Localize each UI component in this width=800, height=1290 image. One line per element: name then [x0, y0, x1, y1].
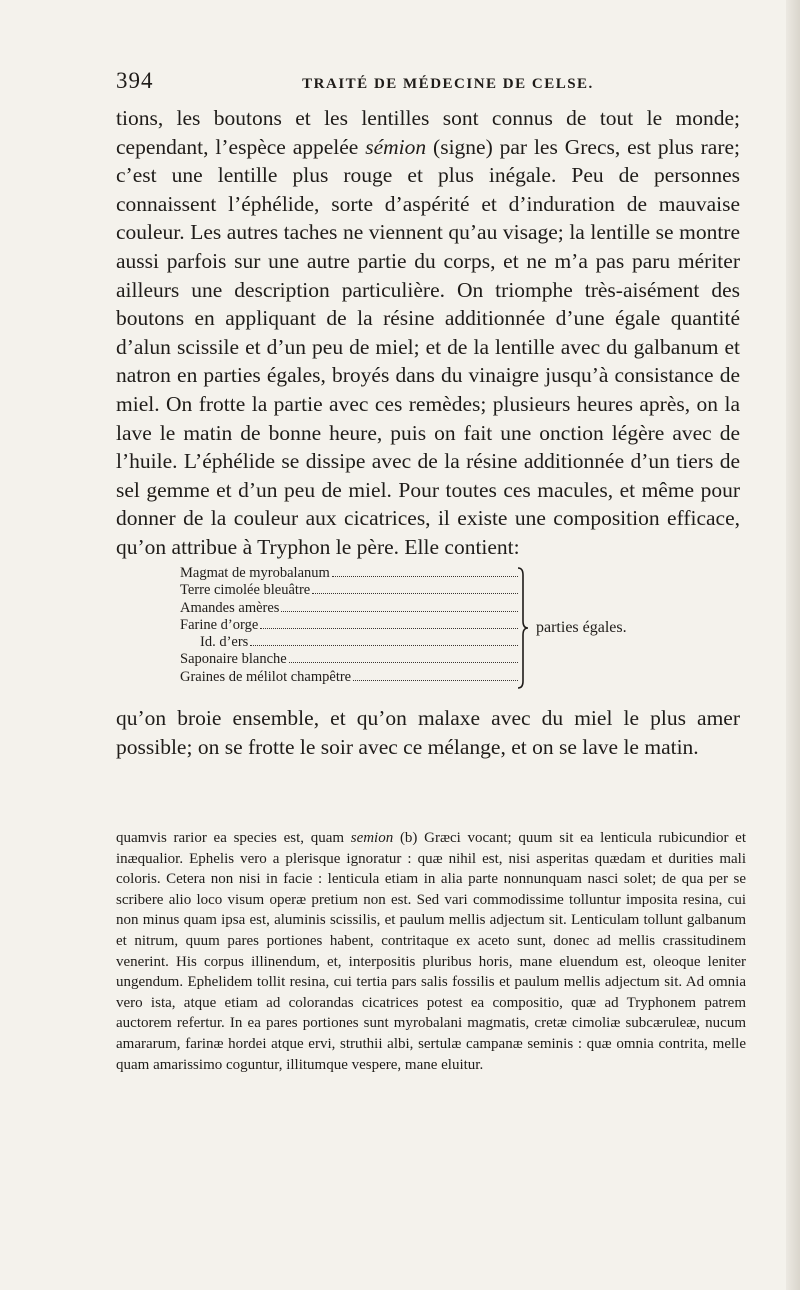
ingredient-name: Magmat de myrobalanum	[180, 565, 330, 581]
ingredient-row	[180, 651, 518, 668]
latin-text-start: quamvis rarior ea species est, quam	[116, 830, 351, 846]
ingredient-name: Terre cimolée bleuâtre	[180, 582, 311, 599]
page-edge	[786, 0, 800, 1290]
ingredient-name: Graines de mélilot champêtre	[180, 668, 352, 685]
french-text-rest: (signe) par les Grecs, est plus rare; c’est une lentille plus rouge et plus inégale. Peu de personnes connaissent l’éphélide, sorte d’aspérité et d’induration de mauvaise couleur. Les autres taches ne viennent qu’au visage; la lentille se montre aussi parfois sur une autre partie du corps, et ne m’a pas paru mériter ailleurs une description particulière. On triomphe très-aisément des boutons en appliquant de la résine additionnée d’une égale quantité d’alun scissile et d’un peu de miel; et de la lentille avec du galbanum et natron en parties égales, broyés dans du vinaigre jusqu’à consistance de miel. On frotte la partie avec ces remèdes; plusieurs heures après, on la lave le matin de bonne heure, puis on fait une onction légère avec de l’huile. L’éphélide se dissipe avec de la résine additionnée d’un tiers de sel gemme et d’un peu de miel. Pour toutes ces macules, et même pour donner de la couleur aux cicatrices, il existe une composition efficace, qu’on attribue à Tryphon le père. Elle contient:	[116, 134, 740, 559]
french-text	[116, 104, 740, 562]
dot-leader	[289, 651, 518, 663]
term-semion: sémion	[365, 134, 427, 159]
running-title: TRAITÉ DE MÉDECINE DE CELSE.	[302, 76, 594, 92]
ingredient-name: Saponaire blanche	[180, 651, 287, 668]
ingredient-name: Amandes amères	[180, 599, 280, 616]
ingredient-items	[180, 565, 518, 686]
footnote-ref: (b)	[393, 830, 425, 846]
latin-paragraph	[116, 828, 746, 1075]
ingredient-name: Farine d’orge	[180, 616, 259, 633]
latin-text	[116, 828, 746, 1075]
brace-label: parties égales.	[536, 619, 627, 636]
ingredient-row	[180, 600, 518, 617]
ingredient-row	[180, 565, 518, 582]
dot-leader	[281, 600, 518, 612]
dot-leader	[332, 565, 518, 577]
french-text-conclusion	[116, 704, 740, 761]
ingredient-list	[180, 565, 660, 693]
ingredient-row	[180, 617, 518, 634]
french-paragraph-end: qu’on broie ensemble, et qu’on malaxe avec du miel le plus amer possible; on se frotte le soir avec ce mélange, et on se lave le matin.	[116, 706, 740, 759]
ingredient-row	[180, 634, 518, 651]
dot-leader	[260, 617, 518, 629]
curly-brace	[516, 567, 530, 689]
ingredient-row	[180, 582, 518, 599]
page-number: 394	[116, 68, 154, 93]
dot-leader	[353, 669, 518, 681]
page-header	[116, 68, 740, 98]
ingredient-row	[180, 669, 518, 686]
french-text-start: tions, les boutons et les lentilles sont connus de tout le monde; cependant, l’espèce appelée	[116, 106, 740, 159]
french-paragraph	[116, 104, 740, 562]
dot-leader	[250, 634, 518, 646]
dot-leader	[312, 582, 518, 594]
term-semion-latin: semion	[350, 830, 394, 846]
ingredient-name: Id. d’ers	[200, 634, 249, 651]
latin-text-rest: Græci vocant; quum sit ea lenticula rubicundior et inæqualior. Ephelis vero a plerisque ignoratur : quæ nihil est, nisi asperitas quædam et durities mali coloris. Cetera non nisi in facie : lenticula etiam in alia parte nonnunquam nasci solet; de qua per se scribere alio loco visum operæ pretium non est. Sed vari commodissime tolluntur imposita resina, cui non minus quam ipsa est, aluminis scissilis, et paulum mellis adjectum sit. Lenticulam tollunt galbanum et nitrum, quum pares portiones habent, contritaque ex aceto sunt, donec ad mellis crassitudinem venerint. His corpus illinendum, et, interpositis pluribus horis, mane eluendum est, oleoque leniter ungendum. Ephelidem tollit resina, cui tertia pars salis fossilis et paulum mellis adjectum sit. Ad omnia vero ista, atque etiam ad colorandas cicatrices potest ea compositio, quæ ad Tryphonem patrem auctorem refertur. In ea pares portiones sunt myrobalani magmatis, cretæ cimoliæ subcæruleæ, nucum amararum, farinæ hordei atque ervi, struthii albi, sertulæ campanæ seminis : quæ omnia contrita, melle quam amarissimo coguntur, illitumque vespere, mane eluitur.	[116, 830, 746, 1073]
